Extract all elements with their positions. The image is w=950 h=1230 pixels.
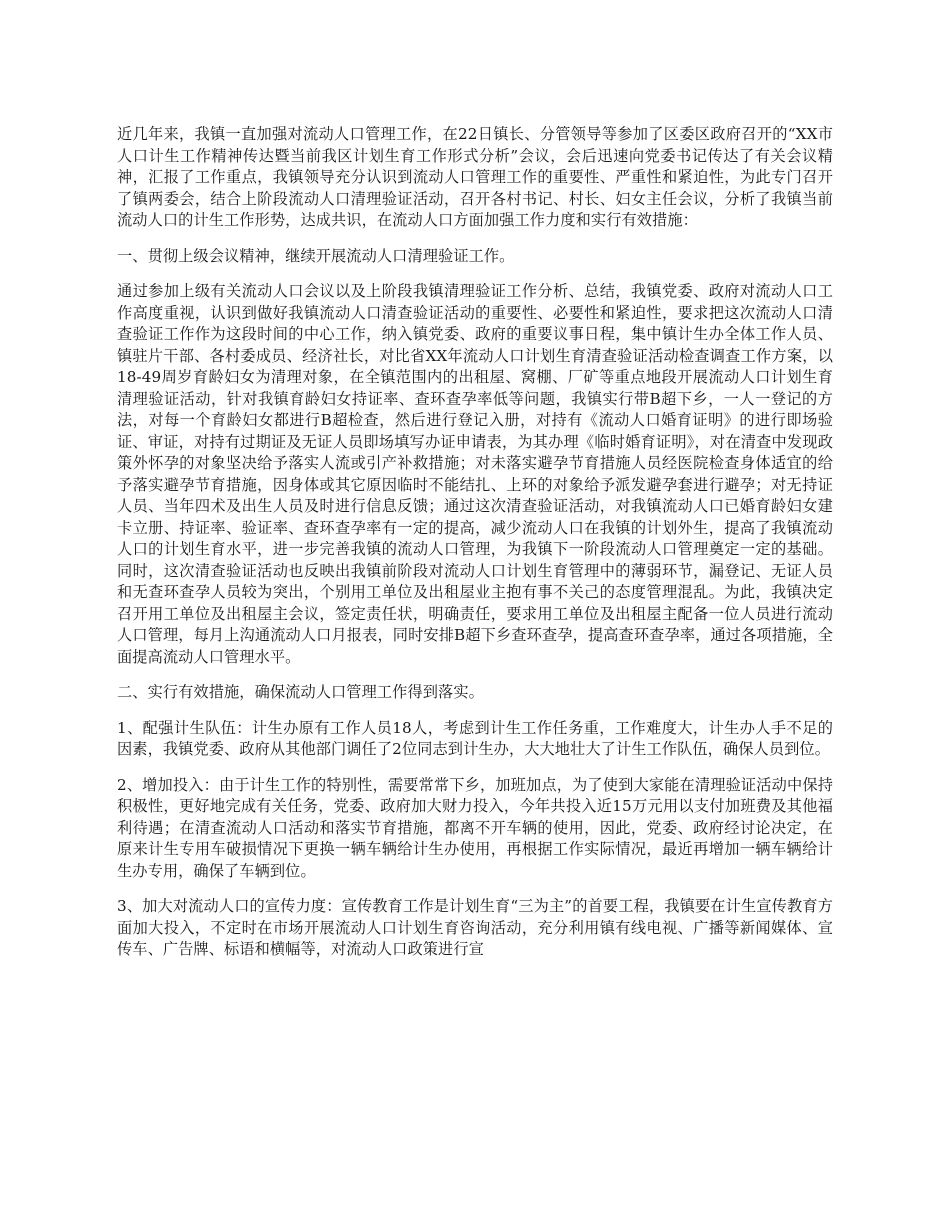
document-body: [117, 124, 833, 975]
section-heading-1: 一、贯彻上级会议精神，继续开展流动人口清理验证工作。: [117, 246, 515, 265]
paragraph-item-2: 2、增加投入：由于计生工作的特别性，需要常常下乡，加班加点，为了使到大家能在清理验证活动中保持积极性，更好地完成有关任务，党委、政府加大财力投入，今年共投入近15万元用以支付加班费及其他福利待遇；在清查流动人口活动和落实节育措施，都离不开车辆的使用，因此，党委、政府经讨论决定，在原来计生专用车破损情况下更换一辆车辆给计生办使用，再根据工作实际情况，最近再增加一辆车辆给计生办专用，确保了车辆到位。: [117, 775, 833, 880]
section-heading-2: 二、实行有效措施，确保流动人口管理工作得到落实。: [117, 683, 484, 701]
paragraph-section-1: 通过参加上级有关流动人口会议以及上阶段我镇清理验证工作分析、总结，我镇党委、政府对流动人口工作高度重视，认识到做好我镇流动人口清查验证活动的重要性、必要性和紧迫性，要求把这次流动人口清查验证工作作为这段时间的中心工作，纳入镇党委、政府的重要议事日程，集中镇计生办全体工作人员、镇驻片干部、各村委成员、经济社长，对比省XX年流动人口计划生育清查验证活动检查调查工作方案，以18-49周岁育龄妇女为清理对象，在全镇范围内的出租屋、窝棚、厂矿等重点地段开展流动人口计划生育清理验证活动，针对我镇育龄妇女持证率、查环查孕率低等问题，我镇实行带B超下乡，一人一登记的方法，对每一个育龄妇女都进行B超检查，然后进行登记入册，对持有《流动人口婚育证明》的进行即场验证、审证，对持有过期证及无证人员即场填写办证申请表，为其办理《临时婚育证明》，对在清查中发现政策外怀孕的对象坚决给予落实人流或引产补救措施；对未落实避孕节育措施人员经医院检查身体适宜的给予落实避孕节育措施，因身体或其它原因临时不能结扎、上环的对象给予派发避孕套进行避孕；对无持证人员、当年四术及出生人员及时进行信息反馈；通过这次清查验证活动，对我镇流动人口已婚育龄妇女建卡立册、持证率、验证率、查环查孕率有一定的提高，减少流动人口在我镇的计划外生，提高了我镇流动人口的计划生育水平，进一步完善我镇的流动人口管理，为我镇下一阶段流动人口管理奠定一定的基础。同时，这次清查验证活动也反映出我镇前阶段对流动人口计划生育管理中的薄弱环节，漏登记、无证人员和无查环查孕人员较为突出，个别用工单位及出租屋业主抱有事不关己的态度管理混乱。为此，我镇决定召开用工单位及出租屋主会议，签定责任状，明确责任，要求用工单位及出租屋主配备一位人员进行流动人口管理，每月上沟通流动人口月报表，同时安排B超下乡查环查孕，提高查环查孕率，通过各项措施，全面提高流动人口管理水平。: [117, 282, 833, 666]
paragraph-item-1: 1、配强计生队伍：计生办原有工作人员18人，考虑到计生工作任务重，工作难度大，计生办人手不足的因素，我镇党委、政府从其他部门调任了2位同志到计生办，大大地壮大了计生工作队伍，确保人员到位。: [117, 718, 833, 758]
paragraph-item-3: 3、加大对流动人口的宣传力度：宣传教育工作是计划生育“三为主”的首要工程，我镇要在计生宣传教育方面加大投入，不定时在市场开展流动人口计划生育咨询活动，充分利用镇有线电视、广播等新闻媒体、宣传车、广告牌、标语和横幅等，对流动人口政策进行宣: [117, 897, 833, 958]
paragraph-intro: 近几年来，我镇一直加强对流动人口管理工作，在22日镇长、分管领导等参加了区委区政府召开的“XX市人口计生工作精神传达暨当前我区计划生育工作形式分析”会议，会后迅速向党委书记传达了有关会议精神，汇报了工作重点，我镇领导充分认识到流动人口管理工作的重要性、严重性和紧迫性，为此专门召开了镇两委会，结合上阶段流动人口清理验证活动，召开各村书记、村长、妇女主任会议，分析了我镇当前流动人口的计生工作形势，达成共识，在流动人口方面加强工作力度和实行有效措施：: [117, 125, 833, 229]
